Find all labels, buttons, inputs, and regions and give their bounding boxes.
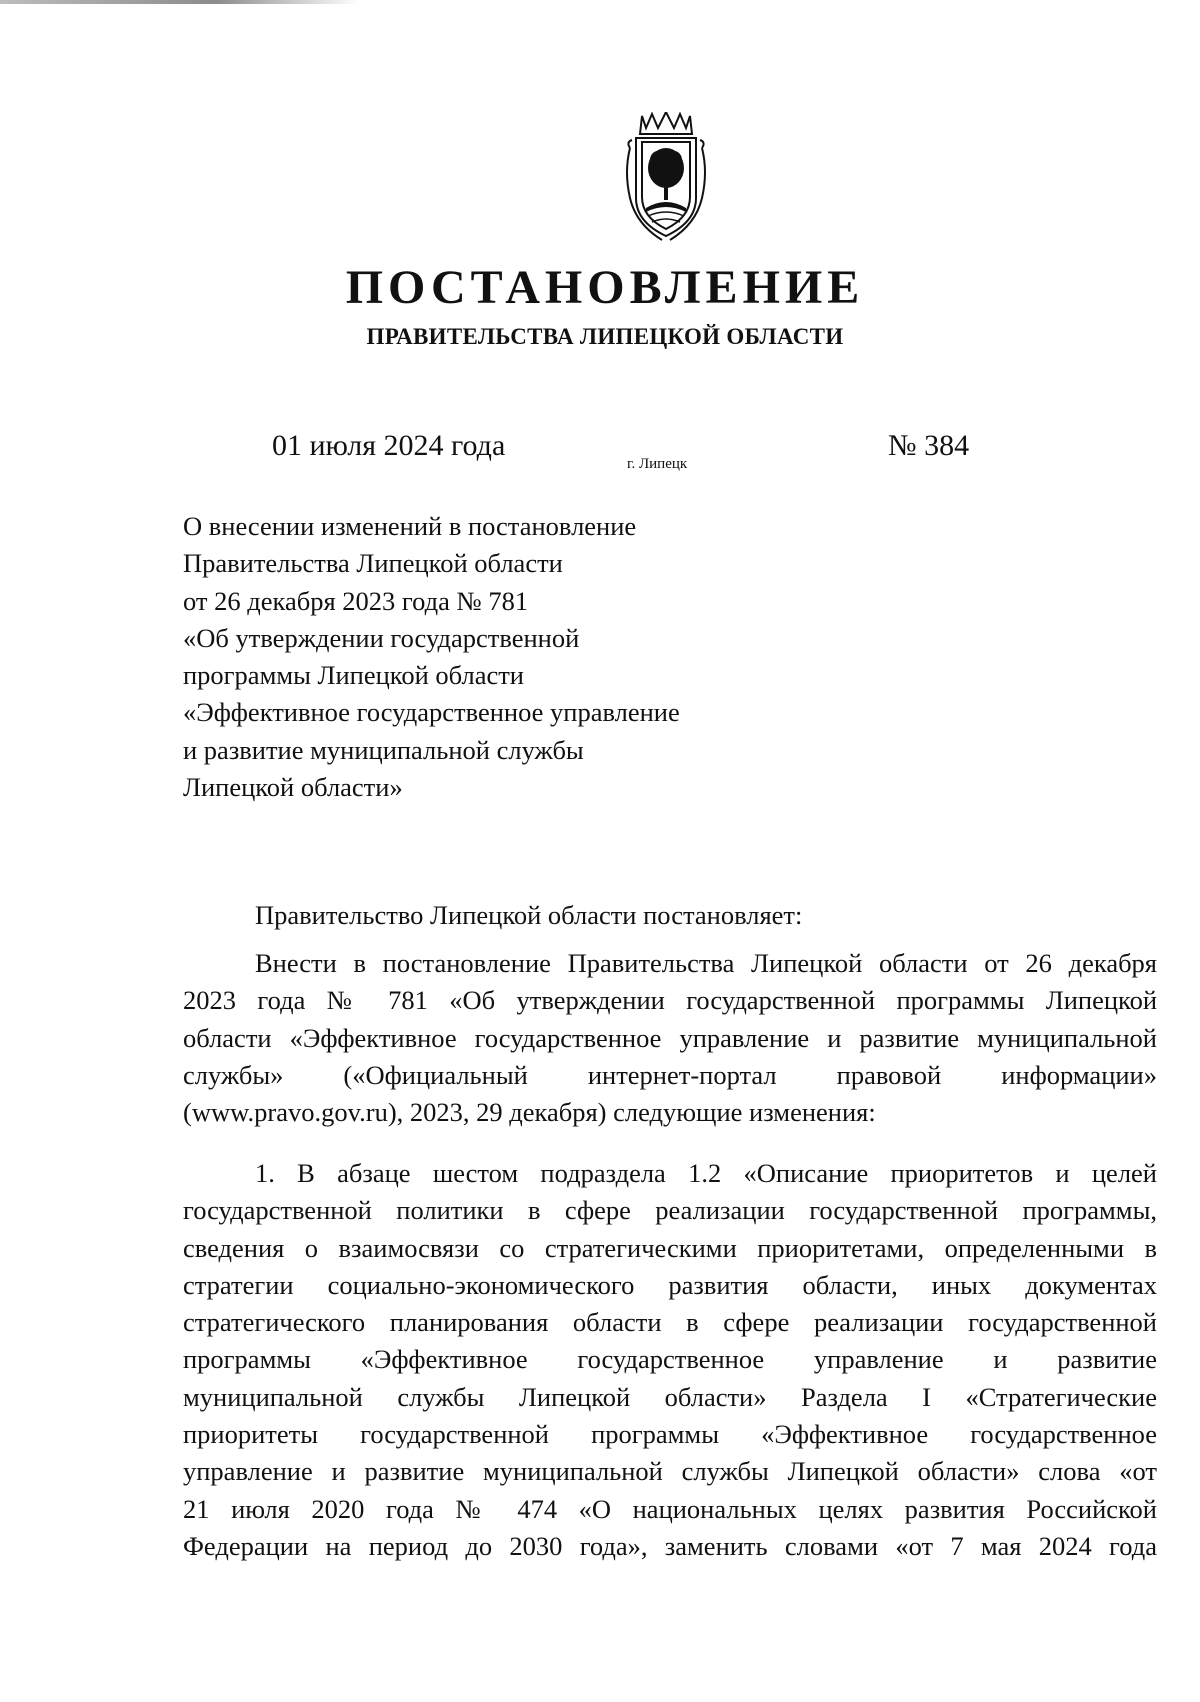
document-number: № 384 <box>888 429 970 462</box>
document-city: г. Липецк <box>627 456 688 472</box>
paragraph-line: государственной политики в сфере реализации государственной программы, <box>183 1195 1157 1226</box>
paragraph-line: стратегического планирования области в сфере реализации государственной <box>183 1307 1157 1338</box>
paragraph-line: сведения о взаимосвязи со стратегическими приоритетами, определенными в <box>183 1232 1157 1263</box>
subject-line: программы Липецкой области <box>183 660 524 691</box>
paragraph-line: 21 июля 2020 года № 474 «О национальных целях развития Российской <box>183 1493 1157 1524</box>
paragraph-line: стратегии социально-экономического развития области, иных документах <box>183 1269 1157 1300</box>
paragraph-line: муниципальной службы Липецкой области» Раздела I «Стратегические <box>183 1381 1157 1412</box>
paragraph-item-1 <box>183 1155 1157 1565</box>
paragraph-line: службы» («Официальный интернет-портал правовой информации» <box>183 1059 1157 1090</box>
document-subject <box>183 508 743 806</box>
subject-line: Липецкой области» <box>183 772 403 803</box>
coat-of-arms-icon <box>622 112 710 244</box>
paragraph-line: (www.pravo.gov.ru), 2023, 29 декабря) следующие изменения: <box>183 1097 876 1128</box>
paragraph-main-decision <box>183 945 1157 1131</box>
paragraph-line: Внести в постановление Правительства Липецкой области от 26 декабря <box>255 948 1157 978</box>
paragraph-line: области «Эффективное государственное управление и развитие муниципальной <box>183 1022 1157 1053</box>
subject-line: от 26 декабря 2023 года № 781 <box>183 585 529 616</box>
paragraph-line: программы «Эффективное государственное управление и развитие <box>183 1344 1157 1375</box>
paragraph-line: 1. В абзаце шестом подраздела 1.2 «Описание приоритетов и целей <box>255 1158 1157 1188</box>
issuing-authority: ПРАВИТЕЛЬСТВА ЛИПЕЦКОЙ ОБЛАСТИ <box>366 324 844 349</box>
paragraph-line: 2023 года № 781 «Об утверждении государственной программы Липецкой <box>183 985 1157 1016</box>
subject-line: О внесении изменений в постановление <box>183 511 637 541</box>
subject-line: «Об утверждении государственной <box>183 622 580 653</box>
paragraph-line: приоритеты государственной программы «Эффективное государственное <box>183 1419 1157 1450</box>
subject-line: и развитие муниципальной службы <box>183 734 584 765</box>
document-date: 01 июля 2024 года <box>272 429 506 462</box>
paragraph-line: Федерации на период до 2030 года», заменить словами «от 7 мая 2024 года <box>183 1530 1157 1561</box>
preamble: Правительство Липецкой области постановляет: <box>255 900 803 930</box>
subject-line: Правительства Липецкой области <box>183 548 563 579</box>
paragraph-line: управление и развитие муниципальной службы Липецкой области» слова «от <box>183 1456 1157 1487</box>
document-type-title: ПОСТАНОВЛЕНИЕ <box>345 261 865 314</box>
subject-line: «Эффективное государственное управление <box>183 697 680 728</box>
scan-edge-artifact <box>0 0 360 4</box>
